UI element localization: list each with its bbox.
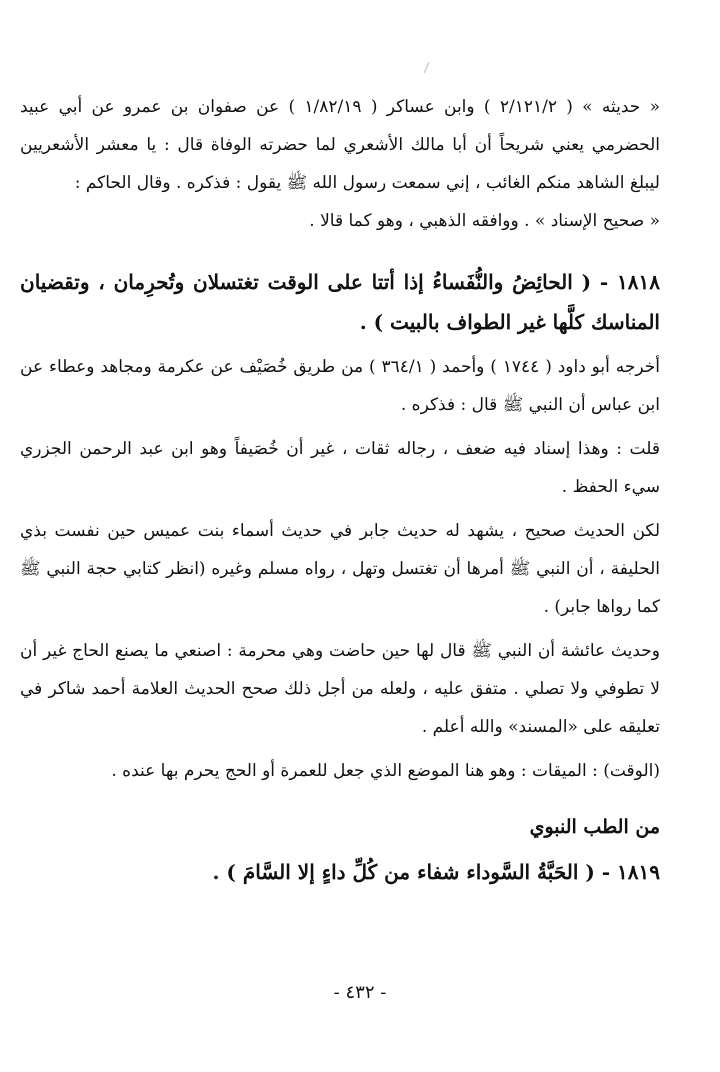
paragraph-hakim-grading: « صحيح الإسناد » . ووافقه الذهبي ، وهو كما قالا . — [309, 211, 660, 231]
paragraph-hadith-1817-sources: « حديثه » ( ٢/١٢١/٢ ) وابن عساكر ( ١/٨٢/١٩ ) عن صفوان بن عمرو عن أبي عبيد الحضرمي يعني شريحاً أن أبا مالك الأشعري لما حضرته الوفاة قال : يا معشر الأشعريين ليبلغ الشاهد منكم الغائب ، إني سمعت رسول الله ﷺ يقول : فذكره . وقال الحاكم : — [20, 97, 660, 193]
section-title: من الطب النبوي — [529, 816, 660, 838]
paragraph-1818-shahid-aisha: وحديث عائشة أن النبي ﷺ قال لها حين حاضت وهي محرمة : اصنعي ما يصنع الحاج غير أن لا تطوفي ولا تصلي . متفق عليه ، ولعله من أجل ذلك صحح الحديث العلامة أحمد شاكر في تعليقه على «المسند» والله أعلم . — [20, 641, 660, 737]
page-number: - ٤٣٢ - — [333, 982, 387, 1003]
hadith-1819-heading: ١٨١٩ - ( الحَبَّةُ السَّوداء شفاء من كُلِّ داءٍ إلا السَّامَ ) . — [212, 860, 660, 884]
paragraph-1818-takhrij: أخرجه أبو داود ( ١٧٤٤ ) وأحمد ( ٣٦٤/١ ) من طريق خُصَيْف عن عكرمة ومجاهد وعطاء عن ابن عباس أن النبي ﷺ قال : فذكره . — [20, 357, 661, 415]
paragraph-1818-gloss: (الوقت) : الميقات : وهو هنا الموضع الذي جعل للعمرة أو الحج يحرم بها عنده . — [111, 761, 660, 781]
page-content — [20, 88, 660, 892]
scan-mark — [424, 62, 432, 74]
hadith-1818-heading: ١٨١٨ - ( الحائِضُ والنُّفَساءُ إذا أتتا على الوقت تغتسلان وتُحرِمان ، وتقضيان المناسك كلَّها غير الطواف بالبيت ) . — [20, 270, 660, 334]
paragraph-1818-shahid-jabir: لكن الحديث صحيح ، يشهد له حديث جابر في حديث أسماء بنت عميس حين نفست بذي الحليفة ، أن النبي ﷺ أمرها أن تغتسل وتهل ، رواه مسلم وغيره (انظر كتابي حجة النبي ﷺ كما رواها جابر) . — [20, 521, 660, 617]
paragraph-1818-isnad: قلت : وهذا إسناد فيه ضعف ، رجاله ثقات ، غير أن خُصَيفاً وهو ابن عبد الرحمن الجزري سيء الحفظ . — [20, 439, 660, 497]
